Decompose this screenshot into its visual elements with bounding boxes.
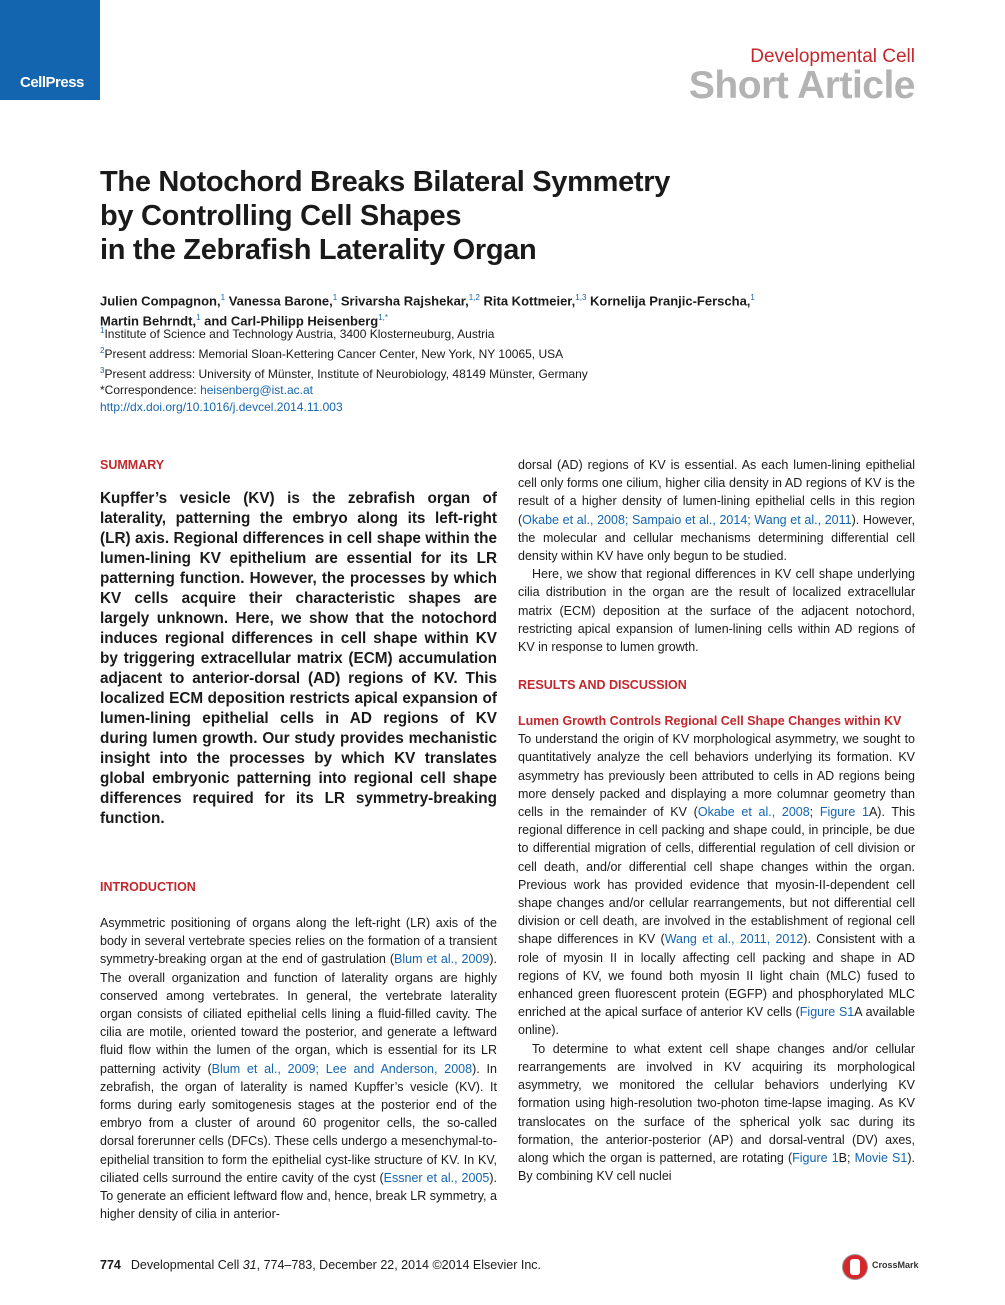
- author-name: Martin Behrndt,: [100, 313, 197, 329]
- title-line: in the Zebrafish Laterality Organ: [100, 234, 537, 266]
- author-name: Julien Compagnon,: [100, 293, 221, 309]
- article-title: [100, 165, 860, 267]
- author-name: and Carl-Philipp Heisenberg: [204, 313, 379, 329]
- citation-link[interactable]: Figure 1: [819, 805, 869, 820]
- summary-heading: SUMMARY: [100, 458, 165, 472]
- results-heading: RESULTS AND DISCUSSION: [518, 678, 687, 693]
- citation-link[interactable]: Wang et al., 2011, 2012: [664, 932, 804, 947]
- summary-text: Kupffer’s vesicle (KV) is the zebrafish organ of laterality, patterning the embryo along its left-right (LR) axis. Regional differences in cell shape within the lumen-lining KV epithelium are essential for its LR patterning function. However, the processes by which KV cells acquire their characteristic shapes are largely unknown. Here, we show that the notochord induces regional differences in cell shape within KV by triggering extracellular matrix (ECM) accumulation adjacent to anterior-dorsal (AD) regions of KV. This localized ECM deposition restricts apical expansion of lumen-lining epithelial cells in AD regions of KV during lumen growth. Our study provides mechanistic insight into the processes by which KV translates global embryonic patterning into regional cell shape differences required for its LR symmetry-breaking function.: [100, 490, 497, 827]
- right-column: [518, 456, 915, 1185]
- title-line: by Controlling Cell Shapes: [100, 200, 462, 232]
- title-line: The Notochord Breaks Bilateral Symmetry: [100, 166, 671, 198]
- email-link[interactable]: heisenberg@ist.ac.at: [200, 383, 313, 398]
- paragraph: To determine to what extent cell shape changes and/or cellular rearrangements are involved in KV acquiring its morphological asymmetry, we monitored the cellular behaviors underlying KV formation using high-resolution two-photon time-lapse imaging. As KV translocates on the surface of the spherical yolk sac during its formation, the anterior-posterior (AP) and dorsal-ventral (DV) axes, along which the organ is patterned, are rotating (Figure 1B; Movie S1). By combining KV cell nuclei: [518, 1041, 915, 1184]
- doi-link[interactable]: http://dx.doi.org/10.1016/j.devcel.2014.11.003: [100, 400, 343, 415]
- author-name: Kornelija Pranjic-Ferscha,: [590, 293, 751, 309]
- author-name: Rita Kottmeier,: [483, 293, 576, 309]
- citation-link[interactable]: Figure 1: [792, 1150, 839, 1165]
- affiliations: [100, 323, 588, 416]
- crossmark-badge[interactable]: CrossMark: [842, 1254, 922, 1280]
- crossmark-icon: [842, 1254, 868, 1280]
- citation-link[interactable]: Figure S1: [799, 1005, 855, 1020]
- article-type: Short Article: [688, 64, 915, 107]
- author-name: Srivarsha Rajshekar,: [340, 293, 469, 309]
- citation-link[interactable]: Blum et al., 2009: [394, 952, 490, 967]
- page-number: 774: [100, 1258, 121, 1272]
- citation-link[interactable]: Essner et al., 2005: [383, 1170, 490, 1185]
- introduction-heading: INTRODUCTION: [100, 880, 196, 894]
- paragraph: Here, we show that regional differences in KV cell shape underlying cilia distribution in the organ are the result of localized extracellular matrix (ECM) deposition at the surface of the adjacent notochord, restricting apical expansion of lumen-lining cells within AD regions of KV in response to lumen growth.: [518, 567, 915, 655]
- author-list: Julien Compagnon,$^1$ Vanessa Barone,$^1$ Srivarsha Rajshekar,$^{1,2}$ Rita Kottmeier,$^{1,3}$ Kornelija Pranjic-Ferscha,$^1$ Martin Behrndt,$^1$ and Carl-Philipp Heisenberg$^{1,*}$: [100, 293, 755, 329]
- correspondence: *Correspondence: heisenberg@ist.ac.at: [100, 383, 313, 398]
- citation-link[interactable]: Okabe et al., 2008: [697, 805, 810, 820]
- paragraph: To understand the origin of KV morphological asymmetry, we sought to quantitatively analyze the cell behaviors underlying its formation. KV asymmetry has previously been attributed to cells in AD regions being more densely packed and displaying a more columnar geometry than cells in the remainder of KV (Okabe et al., 2008; Figure 1A). This regional difference in cell packing and shape could, in principle, be due to differential migration of cells, differential regulation of cell division or cell death, and/or differential cell shape changes within the organ. Previous work has provided evidence that myosin-II-dependent cell shape changes and/or cellular rearrangements, but not differential cell division or cell death, are involved in the establishment of regional cell shape differences in KV (Wang et al., 2011, 2012). Consistent with a role of myosin II in locally affecting cell packing and shape in AD regions of KV, we found both myosin II light chain (MLC) fused to enhanced green fluorescent protein (EGFP) and phosphorylated MLC enriched at the apical surface of anterior KV cells (Figure S1A available online).: [518, 732, 916, 1038]
- affiliation-2: $^2$Present address: Memorial Sloan-Kettering Cancer Center, New York, NY 10065, USA: [100, 345, 564, 361]
- cellpress-logo: CellPress: [20, 74, 84, 91]
- journal-name: Developmental Cell: [750, 46, 915, 67]
- paragraph: dorsal (AD) regions of KV is essential. As each lumen-lining epithelial cell only forms one cilium, higher cilia density in AD regions of KV is the result of a higher density of lumen-lining epithelial cells in this region (Okabe et al., 2008; Sampaio et al., 2014; Wang et al., 2011). However, the molecular and cellular mechanisms determining differential cell density within KV have only begun to be studied.: [518, 458, 916, 564]
- introduction-text: Asymmetric positioning of organs along the left-right (LR) axis of the body in several vertebrate species relies on the formation of a transient symmetry-breaking organ at the end of gastrulation (Blum et al., 2009). The overall organization and function of laterality organs are highly conserved among vertebrates. In general, the vertebrate laterality organ consists of ciliated epithelial cells lining a fluid-filled cavity. The cilia are motile, oriented toward the posterior, and generate a leftward fluid flow within the lumen of the organ, which is essential for its LR patterning activity (Blum et al., 2009; Lee and Anderson, 2008). In zebrafish, the organ of laterality is named Kupffer’s vesicle (KV). It forms during early somitogenesis stages at the posterior end of the embryo from a cluster of around 60 progenitor cells, the so-called dorsal forerunner cells (DFCs). These cells undergo a mesenchymal-to-epithelial transition to form the epithelial cyst-like structure of KV. In KV, ciliated cells surround the entire cavity of the cyst (Essner et al., 2005). To generate an efficient leftward flow and, hence, break LR symmetry, a higher density of cilia in anterior-: [100, 916, 497, 1222]
- affiliation-3: $^3$Present address: University of Münster, Institute of Neurobiology, 48149 Münster, Germany: [100, 365, 588, 381]
- citation-link[interactable]: Okabe et al., 2008; Sampaio et al., 2014; Wang et al., 2011: [522, 512, 852, 527]
- page-footer: 774 Developmental Cell 31, 774–783, December 22, 2014 ©2014 Elsevier Inc.: [100, 1258, 542, 1272]
- affiliation-1: $^1$Institute of Science and Technology Austria, 3400 Klosterneuburg, Austria: [100, 326, 495, 341]
- results-subheading: Lumen Growth Controls Regional Cell Shape Changes within KV: [518, 714, 902, 729]
- author-name: Vanessa Barone,: [228, 293, 333, 309]
- citation-link[interactable]: Movie S1: [854, 1150, 908, 1165]
- citation-link[interactable]: Blum et al., 2009; Lee and Anderson, 2008: [211, 1061, 473, 1076]
